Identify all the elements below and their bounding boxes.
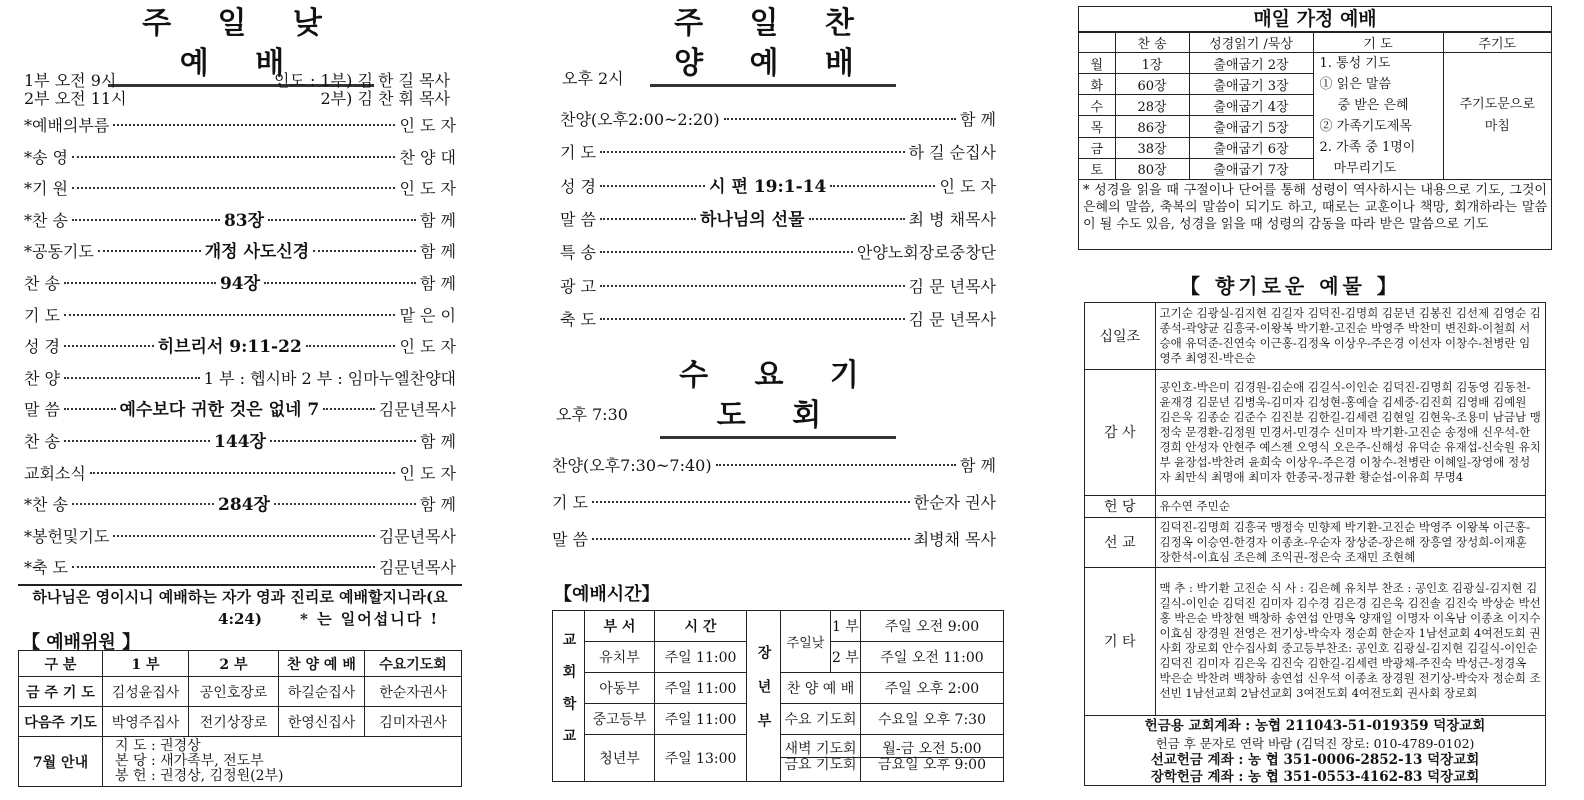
account-note: 헌금 후 문자로 연락 바람 (김덕진 장로: 010-4789-0102)	[1155, 735, 1475, 751]
order-person: 함 께	[960, 456, 996, 475]
dot-leader	[64, 377, 200, 379]
prayer-line: 1. 통성 기도	[1319, 56, 1391, 71]
committee-header: 구 분	[19, 651, 103, 677]
schedule-header: 시 간	[655, 611, 747, 642]
dot-leader	[64, 282, 216, 284]
school-label: 교회학교	[553, 611, 585, 782]
offering-label: 헌 당	[1085, 495, 1155, 517]
dot-leader	[809, 218, 905, 220]
dot-leader	[113, 535, 374, 537]
schedule-cell: 2 부	[831, 641, 861, 672]
offering-names: 김덕진-김명희 김흥국 맹정숙 민향제 박기환-고진순 박영주 이왕복 이근홍-김정옥 이승연-한경자 이종초-우순자 장상준-장은해 장흥열 장성희-이재훈 장한석-이효심 조은혜 조익권-정은숙 조재민 조현혜	[1155, 517, 1545, 567]
order-item	[560, 275, 996, 299]
daily-hymn: 80장	[1115, 158, 1189, 179]
july-line: 봉 헌 : 권경상, 김정원(2부)	[115, 768, 284, 784]
order-person: 하 길 순집사	[908, 143, 996, 163]
order-label: 특 송	[560, 243, 596, 263]
dot-leader	[274, 503, 416, 505]
daily-note: * 성경을 읽을 때 구절이나 단어를 통해 성령이 역사하시는 내용으로 기도, 그것이 은혜의 말씀, 축복의 말씀이 되기도 하고, 때로는 교훈이나 책망, 회개하라는 말씀이 될 수도 있음, 성경을 읽을 때 성령의 감동을 따라 받은 말씀으로 기도	[1083, 183, 1547, 232]
dot-leader	[72, 219, 220, 221]
schedule-subcell: 새벽 기도회	[784, 741, 857, 758]
leader-first: 인도 : 1부) 김 한 길 목사	[274, 71, 450, 90]
schedule-cell: 수요일 오후 7:30	[861, 703, 1004, 734]
committee-header: 1 부	[103, 651, 189, 677]
order-label: 기 도	[552, 493, 588, 512]
schedule-cell: 주일 11:00	[655, 672, 747, 703]
offering-label: 감 사	[1085, 369, 1155, 495]
order-label: *기 원	[24, 179, 68, 199]
schedule-cell: 주일 11:00	[655, 703, 747, 734]
order-item	[560, 308, 996, 332]
offering-names: 공인호-박은미 김경원-김순애 김길식-이인순 김덕진-김명희 김동영 김동천-윤재경 김문년 김병욱-김미자 김성현-홍예슬 김세중-김진희 김영배 김예원 김은욱 김종순 김준수 김진분 김한길-김세련 김현일 김현욱-조용미 남금남 맹정숙 문경환-김정원 민경서-민경수 신미자 박기환-고진순 송정애 신우석-한경희 안성자 안현주 예스젠 오영식 오은주-신해성 유덕순 유재섭-신숙원 유치부 윤장섭-박찬려 윤희숙 이상우-주은경 이창수-천병란 이혜일-장영애 정성자 최만식 최명애 최미자 한종국-정규환 황순섭-이유희 무명4	[1155, 369, 1545, 495]
daily-day: 화	[1079, 74, 1115, 95]
order-person: 김문년목사	[378, 558, 456, 578]
offering-table	[1085, 303, 1545, 716]
order-person: 인 도 자	[939, 176, 997, 196]
order-item	[560, 141, 996, 165]
order-item	[560, 241, 996, 265]
dot-leader	[830, 185, 935, 187]
daily-hymn: 38장	[1115, 137, 1189, 158]
offering-names: 고기순 김광실-김지현 김길자 김덕진-김명희 김문년 김봉진 김선제 김영순 김종석-곽양균 김흥국-이왕복 박기환-고진순 박영주 박찬미 변진화-이철희 서승애 유덕준-진연숙 이근홍-김정옥 이상우-주은경 이선자 이창수-천병란 임영주 최영진-박은순	[1155, 303, 1545, 369]
daily-header: 기 도	[1313, 33, 1443, 53]
order-label: 성 경	[560, 176, 596, 196]
second-service-time: 2부 오전 11시	[24, 89, 127, 108]
order-person: 김문년목사	[378, 526, 456, 546]
order-person: 인 도 자	[399, 463, 456, 483]
committee-header: 수요기도회	[365, 651, 462, 677]
order-person: 최 병 채목사	[908, 209, 996, 229]
sunday-title: 주 일 낮 예 배	[108, 4, 374, 87]
offering-names: 유수연 주민순	[1155, 495, 1545, 517]
july-line: 지 도 : 권경상	[115, 738, 201, 754]
order-content: 개정 사도신경	[204, 242, 310, 263]
order-person: 함 께	[420, 274, 456, 293]
daily-header: 성경읽기 /묵상	[1189, 33, 1313, 53]
dot-leader	[600, 185, 705, 187]
committee-cell: 한영신집사	[279, 707, 365, 737]
order-label: 교회소식	[24, 463, 86, 483]
leaders	[250, 72, 450, 108]
order-item	[24, 430, 456, 454]
dot-leader	[64, 440, 210, 442]
order-content: 144장	[214, 432, 266, 452]
schedule-cell: 아동부	[585, 672, 655, 703]
order-label: *공동기도	[24, 242, 94, 262]
daily-prayer	[1313, 53, 1443, 180]
order-label: 광 고	[560, 276, 596, 296]
order-label: 찬 양	[24, 368, 60, 388]
order-label: *송 영	[24, 147, 68, 167]
committee-header: 2 부	[189, 651, 279, 677]
lords-prayer: 주기도문으로 마침	[1443, 53, 1551, 180]
order-person: 함 께	[420, 210, 456, 230]
daily-hymn: 1장	[1115, 53, 1189, 74]
wednesday-time: 오후 7:30	[556, 405, 628, 424]
dot-leader	[90, 472, 396, 474]
schedule-cell: 주일 오전 11:00	[861, 641, 1004, 672]
order-item	[24, 367, 456, 391]
order-person: 인 도 자	[399, 337, 457, 357]
order-person: 맡 은 이	[399, 305, 456, 325]
order-content: 94장	[219, 274, 261, 294]
sunday-service-label: 주일낮	[781, 611, 831, 673]
daily-reading: 출애굽기 4장	[1189, 95, 1313, 116]
dot-leader	[600, 218, 696, 220]
order-item	[560, 175, 996, 199]
order-person: 함 께	[420, 495, 457, 515]
leader-second: 2부) 김 찬 휘 목사	[320, 89, 450, 108]
order-label: 축 도	[560, 309, 596, 329]
scholarship-account: 장학헌금 계좌 : 농 협 351-0553-4162-83 덕장교회	[1150, 768, 1480, 785]
committee-cell: 한순자권사	[365, 677, 462, 707]
order-content: 예수보다 귀한 것은 없네 7	[119, 400, 320, 421]
order-label: *찬 송	[24, 495, 68, 515]
stand-note: * 는 일어섭니다 !	[300, 610, 440, 628]
order-item	[24, 525, 456, 549]
daily-table	[1079, 32, 1551, 180]
order-label: 찬양(오후2:00~2:20)	[560, 110, 720, 129]
schedule-title: 【예배시간】	[554, 584, 660, 605]
schedule-cell: 주일 오후 2:00	[861, 672, 1004, 703]
wednesday-title: 수 요 기 도 회	[660, 356, 896, 439]
verse: 하나님은 영이시니 예배하는 자가 영과 진리로 예배할지니라(요4:24)	[18, 584, 462, 630]
schedule-cell	[861, 734, 1004, 781]
order-item	[560, 108, 996, 132]
committee-cell: 공인호장로	[189, 677, 279, 707]
schedule-subcell: 금요 기도회	[781, 757, 860, 773]
schedule-cell: 주일 11:00	[655, 641, 747, 672]
order-person: 최병채 목사	[913, 530, 996, 549]
dot-leader	[113, 124, 395, 126]
order-label: *축 도	[24, 558, 68, 578]
adult-label: 장년부	[747, 611, 781, 782]
schedule-header: 부 서	[585, 611, 655, 642]
offering-names: 맥 추 : 박기환 고진순 식 사 : 김은혜 유치부 찬조 : 공인호 김광실-김지현 김길식-이인순 김덕진 김미자 김수경 김은경 김은욱 김진솔 김진숙 박상순 박선홍 박은순 박창현 백창하 송연섭 안명옥 양재일 이명자 이옥남 이종초 이지수 이효심 장경원 전영은 전기상-박숙자 정순희 한순자 1남선교회 4여전도회 권사회 장로회 안수집사회 중고등부찬조: 공인호 김광실-김지현 김길식-이인순 김덕진 김미자 김은욱 김진숙 김한길-김세련 박광채-주진숙 박성근-정경옥 박은순 박찬려 백창하 송연섭 신우석 이종초 장경원 전기상-박숙자 정순희 조선빈 1남선교회 2남선교회 3여전도회 4여전도회 권사회 장로회	[1155, 567, 1545, 715]
first-service-time: 1부 오전 9시	[24, 71, 117, 90]
order-item	[24, 556, 456, 580]
order-person: 김 문 년목사	[908, 276, 996, 296]
offering-label: 선 교	[1085, 517, 1155, 567]
order-person: 1 부 : 헵시바 2 부 : 임마누엘찬양대	[203, 368, 456, 388]
committee-table	[18, 650, 462, 787]
daily-header	[1079, 33, 1115, 53]
committee-cell: 김미자권사	[365, 707, 462, 737]
schedule-cell: 찬 양 예 배	[781, 672, 861, 703]
order-item	[24, 462, 456, 486]
schedule-cell: 청년부	[585, 734, 655, 781]
praise-title: 주 일 찬 양 예 배	[650, 4, 896, 87]
dot-leader	[64, 345, 154, 347]
church-account: 헌금용 교회계좌 : 농협 211043-51-019359 덕장교회	[1144, 717, 1486, 734]
dot-leader	[306, 345, 396, 347]
dot-leader	[600, 251, 853, 253]
daily-day: 수	[1079, 95, 1115, 116]
order-content: 284장	[218, 495, 270, 516]
prayer-line: 2. 가족 중 1명이	[1319, 140, 1416, 155]
order-item	[24, 114, 456, 138]
offering-title: 【 향기로운 예물 】	[1180, 274, 1401, 298]
dot-leader	[64, 408, 116, 410]
order-label: 찬 송	[24, 432, 60, 451]
order-item	[24, 209, 456, 233]
prayer-line: ① 읽은 말씀	[1319, 77, 1391, 92]
daily-day: 목	[1079, 116, 1115, 137]
order-person: 김문년목사	[378, 400, 457, 420]
order-item	[552, 528, 996, 552]
dot-leader	[264, 282, 416, 284]
offering-box	[1084, 302, 1546, 786]
dot-leader	[323, 408, 375, 410]
order-label: 말 씀	[552, 530, 588, 549]
service-times	[24, 72, 127, 108]
schedule-cell: 유치부	[585, 641, 655, 672]
order-content: 83장	[223, 210, 265, 231]
order-item	[552, 491, 996, 515]
daily-day: 토	[1079, 158, 1115, 179]
offering-label: 기 타	[1085, 567, 1155, 715]
order-label: *찬 송	[24, 210, 68, 230]
order-item	[24, 493, 456, 517]
order-label: 말 씀	[560, 209, 596, 229]
order-person: 인 도 자	[399, 179, 456, 199]
order-content: 히브리서 9:11-22	[157, 337, 302, 358]
order-item	[560, 208, 996, 232]
daily-reading: 출애굽기 2장	[1189, 53, 1313, 74]
dot-leader	[72, 566, 375, 568]
schedule-cell: 1 부	[831, 611, 861, 642]
dot-leader	[716, 464, 956, 466]
dot-leader	[600, 285, 905, 287]
dot-leader	[64, 314, 395, 316]
daily-reading: 출애굽기 5장	[1189, 116, 1313, 137]
order-person: 인 도 자	[399, 116, 456, 135]
order-item	[24, 304, 456, 328]
daily-hymn: 86장	[1115, 116, 1189, 137]
order-label: 찬양(오후7:30~7:40)	[552, 456, 712, 475]
committee-cell: 하길순집사	[279, 677, 365, 707]
dot-leader	[592, 538, 910, 540]
order-person: 김 문 년목사	[908, 309, 996, 329]
order-label: 성 경	[24, 337, 60, 357]
mission-account: 선교헌금 계좌 : 농 협 351-0006-2852-13 덕장교회	[1150, 751, 1480, 768]
dot-leader	[313, 250, 416, 252]
dot-leader	[600, 151, 905, 153]
daily-header: 찬 송	[1115, 33, 1189, 53]
order-item	[24, 146, 456, 170]
schedule-subcell: 금요일 오후 9:00	[861, 757, 1003, 773]
schedule-cell	[781, 734, 861, 781]
daily-reading: 출애굽기 7장	[1189, 158, 1313, 179]
daily-reading: 출애굽기 6장	[1189, 137, 1313, 158]
july-label: 7월 안내	[19, 737, 103, 787]
daily-reading: 출애굽기 3장	[1189, 74, 1313, 95]
order-person: 함 께	[960, 110, 996, 129]
dot-leader	[72, 503, 214, 505]
dot-leader	[600, 318, 905, 320]
order-person: 안양노회장로중창단	[856, 243, 996, 263]
dot-leader	[98, 250, 201, 252]
order-item	[24, 335, 456, 359]
schedule-table	[552, 610, 1004, 782]
order-content: 하나님의 선물	[700, 209, 805, 230]
dot-leader	[724, 118, 956, 120]
schedule-cell: 중고등부	[585, 703, 655, 734]
schedule-subcell: 월-금 오전 5:00	[882, 741, 982, 758]
july-info	[103, 737, 462, 787]
accounts	[1085, 716, 1545, 786]
prayer-line: 중 받은 은혜	[1337, 98, 1409, 113]
committee-header: 찬 양 예 배	[279, 651, 365, 677]
order-item	[552, 454, 996, 478]
order-label: 말 씀	[24, 400, 60, 420]
daily-day: 금	[1079, 137, 1115, 158]
order-label: *예배의부름	[24, 116, 110, 135]
committee-cell: 박영주집사	[103, 707, 189, 737]
committee-row-label: 금 주 기 도	[19, 677, 103, 707]
schedule-cell: 주일 오전 9:00	[861, 611, 1004, 642]
schedule-cell: 수요 기도회	[781, 703, 861, 734]
dot-leader	[270, 440, 416, 442]
praise-time: 오후 2시	[562, 69, 624, 88]
prayer-line: 마무리기도	[1333, 161, 1397, 176]
committee-cell: 김성윤집사	[103, 677, 189, 707]
committee-cell: 전기상장로	[189, 707, 279, 737]
order-item	[24, 272, 456, 296]
committee-row-label: 다음주 기도	[19, 707, 103, 737]
offering-label: 십일조	[1085, 303, 1155, 369]
order-item	[24, 240, 456, 264]
order-person: 함 께	[420, 432, 457, 451]
dot-leader	[268, 219, 416, 221]
daily-day: 월	[1079, 53, 1115, 74]
prayer-line: ② 가족기도제목	[1319, 119, 1412, 134]
committee-title: 【 예배위원 】	[22, 632, 141, 653]
july-line: 본 당 : 새가족부, 전도부	[115, 753, 264, 769]
dot-leader	[72, 156, 395, 158]
daily-box	[1078, 6, 1552, 250]
daily-hymn: 60장	[1115, 74, 1189, 95]
daily-hymn: 28장	[1115, 95, 1189, 116]
order-person: 함 께	[420, 242, 456, 262]
dot-leader	[592, 501, 910, 503]
order-person: 한순자 권사	[913, 493, 996, 512]
order-label: *봉헌및기도	[24, 526, 110, 546]
order-content: 시 편 19:1-14	[709, 176, 827, 197]
order-item	[24, 398, 456, 422]
daily-header: 주기도	[1443, 33, 1551, 53]
order-person: 찬 양 대	[399, 147, 456, 167]
order-label: 기 도	[560, 143, 596, 163]
dot-leader	[72, 187, 395, 189]
order-label: 기 도	[24, 305, 60, 325]
order-item	[24, 177, 456, 201]
schedule-cell: 주일 13:00	[655, 734, 747, 781]
order-label: 찬 송	[24, 274, 60, 293]
daily-title: 매일 가정 예배	[1079, 7, 1551, 32]
